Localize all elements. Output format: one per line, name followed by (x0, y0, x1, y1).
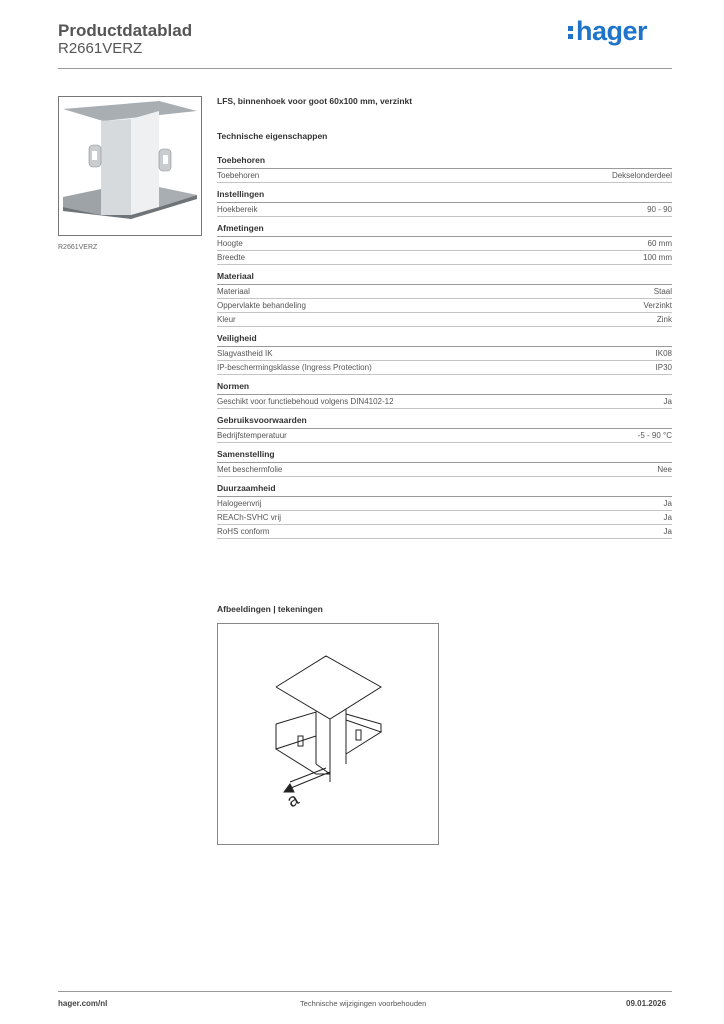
spec-row (217, 237, 672, 251)
thumbnail-caption: R2661VERZ (58, 244, 98, 251)
spec-label: Hoekbereik (217, 205, 258, 214)
spec-group (217, 449, 672, 477)
spec-label: Breedte (217, 253, 246, 262)
page-title: Productdatablad (58, 21, 193, 40)
spec-table (217, 155, 672, 545)
spec-label: Geschikt voor functiebehoud volgens DIN4102-12 (217, 397, 394, 406)
line-drawing-icon (218, 624, 438, 844)
spec-group-title: Samenstelling (217, 449, 672, 463)
spec-value: Staal (653, 287, 672, 296)
spec-group-title: Materiaal (217, 271, 672, 285)
spec-value: Ja (663, 499, 672, 508)
product-code: R2661VERZ (58, 40, 143, 57)
spec-label: IP-beschermingsklasse (Ingress Protection) (217, 363, 372, 372)
section-title: Technische eigenschappen (217, 131, 328, 141)
header-divider (58, 68, 672, 69)
dimension-label: a (283, 788, 303, 812)
product-photo-icon (59, 97, 201, 235)
spec-row (217, 203, 672, 217)
spec-label: RoHS conform (217, 527, 270, 536)
logo-text: hager (576, 16, 648, 46)
spec-row (217, 285, 672, 299)
spec-label: Bedrijfstemperatuur (217, 431, 287, 440)
spec-value: 90 - 90 (647, 205, 672, 214)
spec-row (217, 525, 672, 539)
spec-row (217, 497, 672, 511)
spec-value: 60 mm (647, 239, 672, 248)
product-description: LFS, binnenhoek voor goot 60x100 mm, verzinkt (217, 96, 413, 106)
spec-label: Met beschermfolie (217, 465, 283, 474)
footer-note: Technische wijzigingen voorbehouden (300, 999, 427, 1008)
spec-row (217, 463, 672, 477)
product-thumbnail (58, 96, 202, 236)
spec-group (217, 333, 672, 375)
spec-row (217, 169, 672, 183)
spec-group (217, 155, 672, 183)
spec-row (217, 347, 672, 361)
spec-value: -5 - 90 °C (637, 431, 672, 440)
spec-label: Hoogte (217, 239, 243, 248)
spec-value: Verzinkt (643, 301, 672, 310)
spec-value: 100 mm (643, 253, 672, 262)
hager-logo (568, 16, 647, 47)
spec-group-title: Afmetingen (217, 223, 672, 237)
spec-group-title: Veiligheid (217, 333, 672, 347)
technical-drawing (217, 623, 439, 845)
spec-row (217, 251, 672, 265)
spec-label: Toebehoren (217, 171, 260, 180)
spec-value: Nee (657, 465, 672, 474)
footer-divider (58, 991, 672, 992)
spec-value: Ja (663, 513, 672, 522)
spec-group-title: Toebehoren (217, 155, 672, 169)
spec-group (217, 223, 672, 265)
spec-row (217, 429, 672, 443)
spec-value: Dekselonderdeel (611, 171, 672, 180)
spec-label: Halogeenvrij (217, 499, 262, 508)
spec-value: Ja (663, 527, 672, 536)
spec-label: Slagvastheid IK (217, 349, 273, 358)
spec-group-title: Normen (217, 381, 672, 395)
logo-dots-icon (568, 23, 574, 42)
spec-group (217, 381, 672, 409)
spec-value: Zink (656, 315, 672, 324)
spec-value: IK08 (655, 349, 672, 358)
spec-label: Materiaal (217, 287, 250, 296)
images-section-title: Afbeeldingen | tekeningen (217, 604, 323, 614)
spec-group (217, 415, 672, 443)
spec-label: REACh-SVHC vrij (217, 513, 282, 522)
spec-value: Ja (663, 397, 672, 406)
spec-row (217, 313, 672, 327)
spec-row (217, 299, 672, 313)
footer-date: 09.01.2026 (626, 999, 667, 1008)
spec-group-title: Duurzaamheid (217, 483, 672, 497)
spec-label: Oppervlakte behandeling (217, 301, 306, 310)
spec-row (217, 511, 672, 525)
spec-group (217, 483, 672, 539)
spec-group (217, 271, 672, 327)
spec-row (217, 395, 672, 409)
footer-website-link[interactable]: hager.com/nl (58, 999, 108, 1008)
spec-group-title: Gebruiksvoorwaarden (217, 415, 672, 429)
spec-group-title: Instellingen (217, 189, 672, 203)
spec-label: Kleur (217, 315, 236, 324)
spec-group (217, 189, 672, 217)
spec-row (217, 361, 672, 375)
spec-value: IP30 (655, 363, 672, 372)
